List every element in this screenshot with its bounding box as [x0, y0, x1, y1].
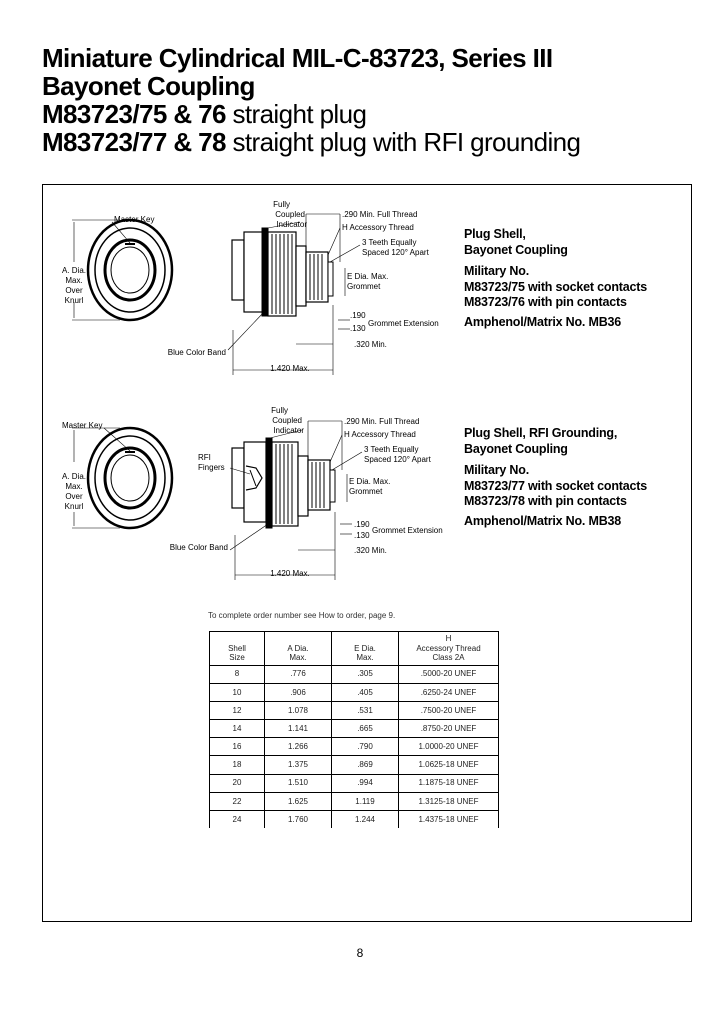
spec-1-line-4: M83723/75 with socket contacts: [464, 279, 647, 294]
title-line-4-part-number: M83723/77 & 78: [42, 127, 226, 157]
table-row: 22 1.625 1.119 1.3125-18 UNEF: [210, 792, 499, 810]
table-row: 18 1.375 .869 1.0625-18 UNEF: [210, 756, 499, 774]
indicator-label: Indicator: [273, 426, 304, 435]
teeth-label-2: Spaced 120° Apart: [364, 455, 431, 464]
a-dia-label-2: Max.: [65, 276, 83, 285]
spec-block-1: [464, 227, 647, 330]
coupled-label: Coupled: [272, 416, 302, 425]
teeth-label-1: 3 Teeth Equally: [364, 445, 419, 454]
title-line-1: Miniature Cylindrical MIL-C-83723, Series III: [42, 43, 553, 73]
blue-band-label: Blue Color Band: [167, 348, 226, 357]
master-key-label: Master Key: [114, 215, 155, 224]
spec-1-line-3: Military No.: [464, 264, 529, 278]
title-line-3-part-number: M83723/75 & 76: [42, 99, 226, 129]
a-dia-label-4: Knurl: [64, 296, 84, 305]
spec-2-line-4: M83723/77 with socket contacts: [464, 478, 647, 493]
e-dia-label-2: Grommet: [349, 487, 383, 496]
full-thread-label: .290 Min. Full Thread: [344, 417, 420, 426]
h-thread-label: H Accessory Thread: [344, 430, 416, 439]
rfi-label-2: Fingers: [198, 463, 225, 472]
blue-band-label: Blue Color Band: [169, 543, 228, 552]
spec-2-line-1: Plug Shell, RFI Grounding,: [464, 426, 618, 440]
spec-1-line-1: Plug Shell,: [464, 227, 526, 241]
spec-1-line-5: M83723/76 with pin contacts: [464, 295, 627, 309]
table-row: 14 1.141 .665 .8750-20 UNEF: [210, 720, 499, 738]
max-1420-label: 1.420 Max.: [270, 364, 310, 373]
e-dia-label-2: Grommet: [347, 282, 381, 291]
rfi-label-1: RFI: [198, 453, 211, 462]
grommet-ext-label: Grommet Extension: [372, 526, 443, 535]
header-shell-size: Shell Size: [210, 632, 265, 666]
ext-190-label: .190: [350, 311, 366, 320]
a-dia-label-3: Over: [65, 492, 83, 501]
indicator-label: Indicator: [276, 220, 307, 229]
spec-2-line-6: Amphenol/Matrix No. MB38: [464, 513, 622, 528]
spec-2-line-2: Bayonet Coupling: [464, 441, 568, 456]
order-note: To complete order number see How to order, page 9.: [208, 611, 396, 620]
front-view-outer-ring: [88, 220, 172, 320]
spec-2-line-3: Military No.: [464, 463, 529, 477]
h-thread-label: H Accessory Thread: [342, 223, 414, 232]
spec-2-line-5: M83723/78 with pin contacts: [464, 494, 627, 508]
spec-1-line-6: Amphenol/Matrix No. MB36: [464, 314, 622, 329]
coupled-label: Coupled: [275, 210, 305, 219]
title-line-4-description: straight plug with RFI grounding: [225, 127, 581, 157]
max-1420-label: 1.420 Max.: [270, 569, 310, 578]
table-row: 10 .906 .405 .6250-24 UNEF: [210, 683, 499, 701]
fully-label: Fully: [273, 200, 290, 209]
a-dia-label-2: Max.: [65, 482, 83, 491]
a-dia-label-4: Knurl: [64, 502, 84, 511]
table-row: 16 1.266 .790 1.0000-20 UNEF: [210, 738, 499, 756]
grommet-ext-label: Grommet Extension: [368, 319, 439, 328]
table-row: 20 1.510 .994 1.1875-18 UNEF: [210, 774, 499, 792]
title-line-3-description: straight plug: [225, 99, 367, 129]
a-dia-label-1: A. Dia.: [61, 266, 87, 275]
ext-190-label: .190: [354, 520, 370, 529]
spec-1-line-2: Bayonet Coupling: [464, 242, 568, 257]
ext-130-label: .130: [350, 324, 366, 333]
title-line-2: Bayonet Coupling: [42, 71, 255, 101]
front-view-outer-ring: [88, 428, 172, 528]
e-dia-label-1: E Dia. Max.: [347, 272, 389, 281]
min-320-label: .320 Min.: [354, 340, 387, 349]
dimension-table: [209, 631, 499, 828]
table-row: 8 .776 .305 .5000-20 UNEF: [210, 665, 499, 683]
e-dia-label-1: E Dia. Max.: [349, 477, 391, 486]
teeth-label-2: Spaced 120° Apart: [362, 248, 429, 257]
connector-diagram-1: [0, 0, 720, 400]
table-row: 24 1.760 1.244 1.4375-18 UNEF: [210, 811, 499, 829]
spec-block-2: [464, 426, 647, 529]
header-e-dia: E Dia. Max.: [332, 632, 399, 666]
a-dia-label-1: A. Dia.: [61, 472, 87, 481]
table-row: 12 1.078 .531 .7500-20 UNEF: [210, 701, 499, 719]
a-dia-label-3: Over: [65, 286, 83, 295]
table-header-row: [210, 632, 499, 666]
teeth-label-1: 3 Teeth Equally: [362, 238, 417, 247]
full-thread-label: .290 Min. Full Thread: [342, 210, 418, 219]
header-h-thread: H Accessory Thread Class 2A: [399, 632, 499, 666]
ext-130-label: .130: [354, 531, 370, 540]
min-320-label: .320 Min.: [354, 546, 387, 555]
page-number: 8: [356, 946, 364, 960]
header-a-dia: A Dia. Max.: [265, 632, 332, 666]
master-key-label: Master Key: [62, 421, 103, 430]
fully-label: Fully: [271, 406, 288, 415]
